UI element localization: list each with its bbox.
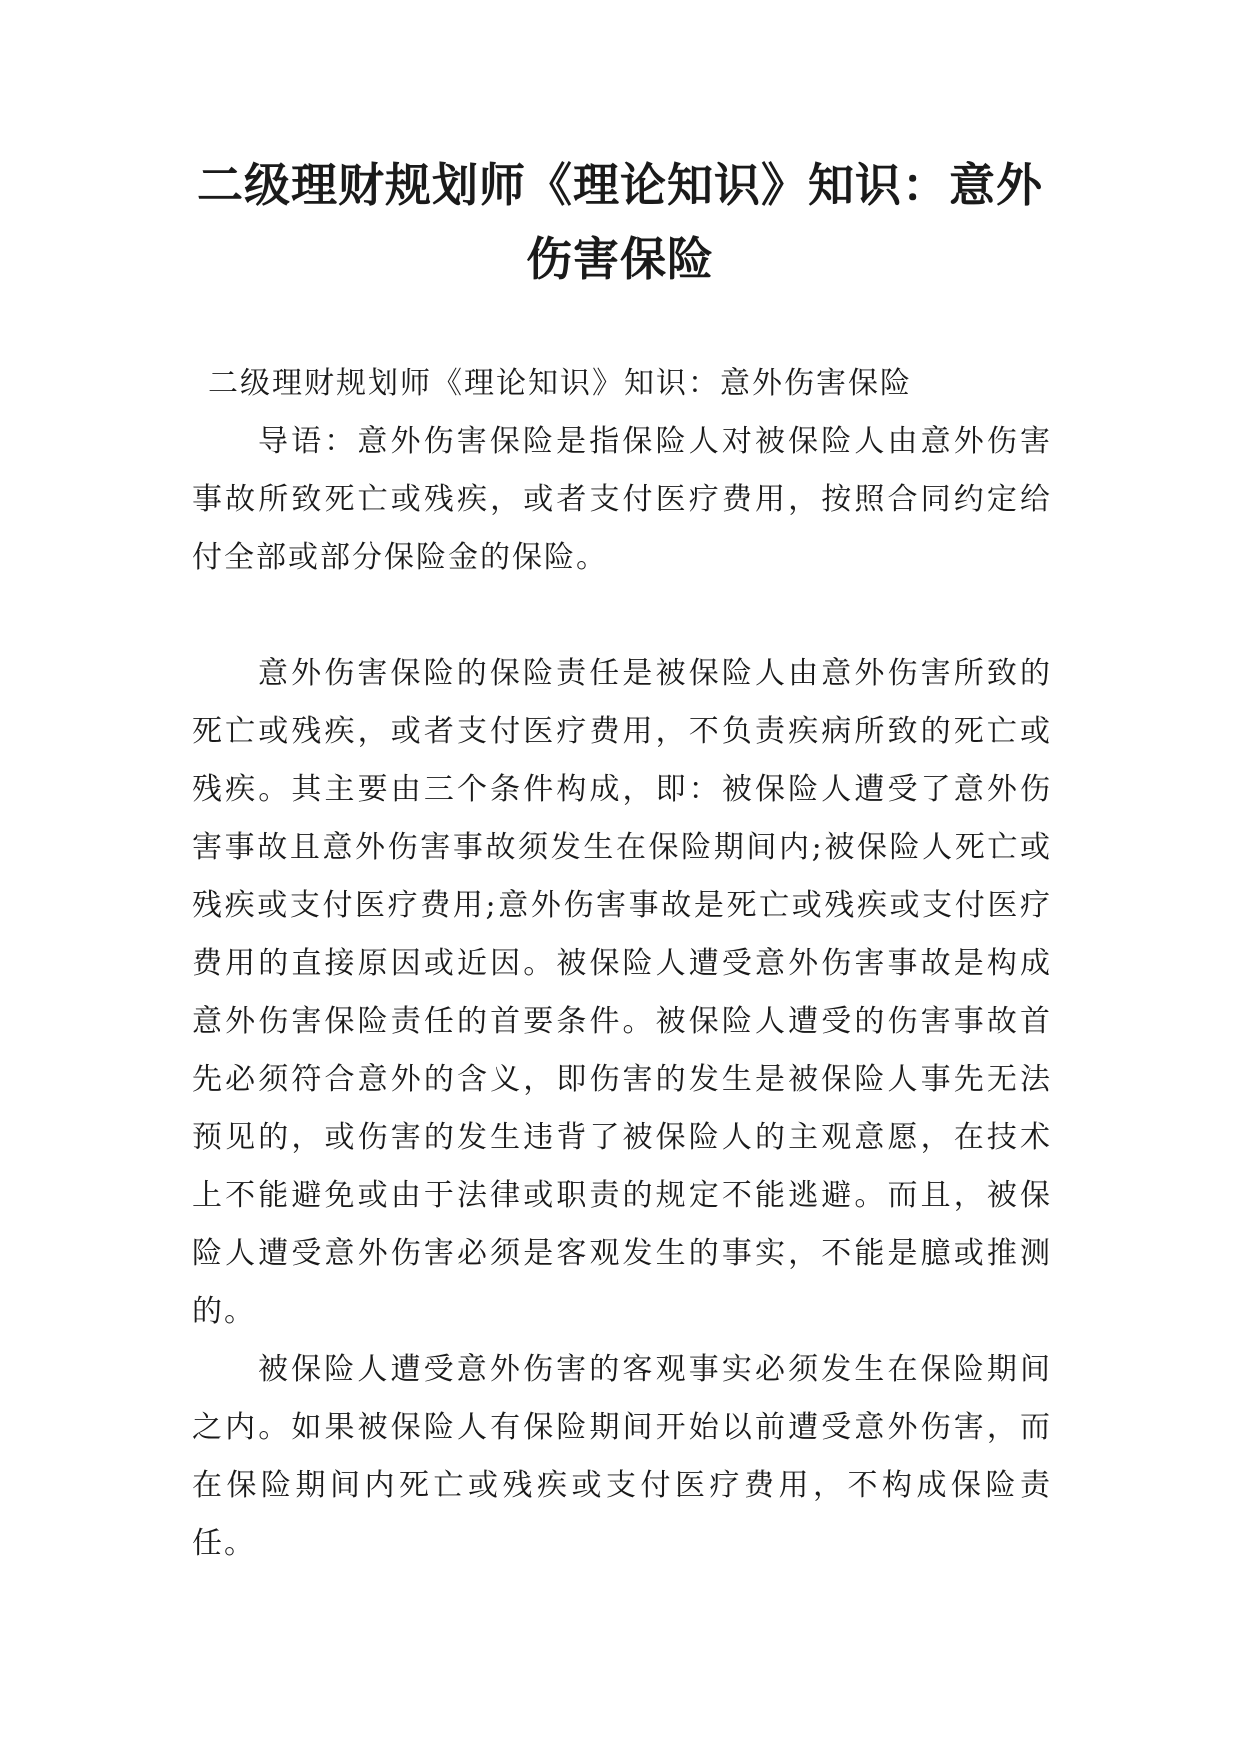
- paragraph-liability: 意外伤害保险的保险责任是被保险人由意外伤害所致的死亡或残疾，或者支付医疗费用，不负责疾病所致的死亡或残疾。其主要由三个条件构成，即：被保险人遭受了意外伤害事故且意外伤害事故须发生在保险期间内;被保险人死亡或残疾或支付医疗费用;意外伤害事故是死亡或残疾或支付医疗费用的直接原因或近因。被保险人遭受意外伤害事故是构成意外伤害保险责任的首要条件。被保险人遭受的伤害事故首先必须符合意外的含义，即伤害的发生是被保险人事先无法预见的，或伤害的发生违背了被保险人的主观意愿，在技术上不能避免或由于法律或职责的规定不能逃避。而且，被保险人遭受意外伤害必须是客观发生的事实，不能是臆或推测的。: [192, 656, 1052, 1329]
- document-subtitle: 二级理财规划师《理论知识》知识：意外伤害保险: [208, 366, 912, 401]
- document-title: 二级理财规划师《理论知识》知识：意外伤害保险: [197, 158, 1043, 286]
- document-body: [192, 355, 1052, 1573]
- paragraph-gap: [192, 587, 1052, 645]
- paragraph-period: 被保险人遭受意外伤害的客观事实必须发生在保险期间之内。如果被保险人有保险期间开始以前遭受意外伤害，而在保险期间内死亡或残疾或支付医疗费用，不构成保险责任。: [192, 1352, 1052, 1561]
- paragraph-intro: 导语：意外伤害保险是指保险人对被保险人由意外伤害事故所致死亡或残疾，或者支付医疗费用，按照合同约定给付全部或部分保险金的保险。: [192, 424, 1052, 575]
